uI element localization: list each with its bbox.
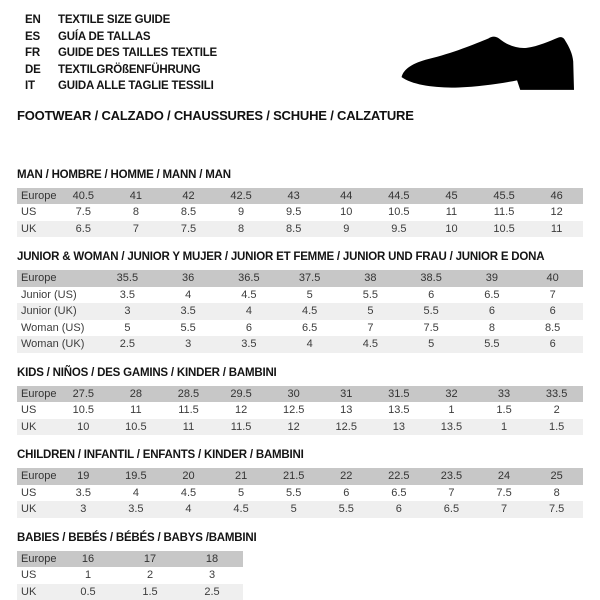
shoe-icon: [400, 36, 574, 93]
table-row: [17, 402, 583, 419]
size-cell: 8: [238, 222, 245, 235]
size-cell: 6.5: [301, 321, 318, 334]
size-cell: 3.5: [119, 288, 136, 301]
size-cell: 4: [245, 305, 252, 318]
size-cell: 5.5: [423, 305, 439, 318]
size-cell: 42.5: [230, 189, 252, 202]
size-cell: 6.5: [484, 288, 500, 301]
size-cell: 46: [550, 189, 563, 202]
size-cell: 21: [234, 470, 248, 483]
size-cell: 13.5: [440, 420, 463, 433]
row-label: US: [21, 206, 37, 219]
size-cell: 10.5: [388, 206, 410, 219]
size-cell: 7: [549, 288, 556, 301]
size-cell: 1: [448, 404, 455, 417]
size-cell: 28: [129, 387, 143, 400]
size-cell: 2: [146, 569, 154, 582]
table-row: [17, 419, 583, 436]
size-cell: 8: [488, 321, 495, 334]
row-label: Europe: [21, 272, 57, 285]
size-cell: 9.5: [391, 222, 407, 235]
size-table: [17, 468, 583, 518]
size-cell: 17: [143, 552, 157, 565]
size-cell: 45.5: [493, 189, 515, 202]
size-cell: 10.5: [72, 404, 94, 417]
size-cell: 23.5: [440, 470, 463, 483]
size-cell: 9: [238, 206, 245, 219]
language-label: GUIDE DES TAILLES TEXTILE: [58, 47, 217, 59]
size-section-kids: [17, 367, 583, 436]
size-cell: 44.5: [388, 189, 410, 202]
size-cell: 8.5: [286, 222, 302, 235]
table-row: [17, 303, 583, 320]
row-label: UK: [21, 222, 37, 235]
size-cell: 19.5: [125, 470, 147, 483]
size-cell: 3: [80, 503, 87, 516]
size-cell: 5: [306, 288, 313, 301]
size-tables: [17, 169, 583, 600]
size-cell: 44: [340, 189, 353, 202]
size-cell: 6: [549, 305, 556, 318]
size-cell: 2.5: [119, 338, 136, 351]
size-cell: 5.5: [338, 503, 354, 516]
size-cell: 12.5: [282, 404, 305, 417]
size-cell: 3: [185, 338, 192, 351]
row-label: US: [21, 569, 37, 582]
size-section-babies: [17, 532, 583, 600]
table-row: [17, 551, 243, 568]
language-code: FR: [25, 47, 40, 59]
category-title: FOOTWEAR / CALZADO / CHAUSSURES / SCHUHE / CALZATURE: [17, 107, 414, 123]
size-cell: 1.5: [496, 404, 512, 417]
size-cell: 2.5: [204, 585, 220, 598]
row-label: Junior (US): [21, 288, 77, 301]
size-cell: 4: [185, 288, 192, 301]
size-cell: 12: [287, 420, 300, 433]
size-cell: 32: [445, 387, 458, 400]
size-cell: 3.5: [180, 305, 196, 318]
size-cell: 13: [340, 404, 353, 417]
row-label: UK: [21, 585, 37, 598]
table-row: [17, 188, 583, 205]
table-row: [17, 221, 583, 238]
size-cell: 33: [497, 387, 511, 400]
language-code: ES: [25, 30, 40, 43]
row-label: Woman (US): [21, 321, 85, 334]
size-cell: 10.5: [493, 222, 515, 235]
size-cell: 4.5: [241, 288, 257, 301]
row-label: Europe: [21, 189, 57, 202]
size-cell: 1: [84, 569, 92, 582]
size-cell: 11: [550, 222, 563, 235]
size-cell: 27.5: [72, 387, 94, 400]
size-cell: 11.5: [493, 206, 515, 219]
size-cell: 11.5: [178, 404, 199, 417]
size-cell: 31.5: [388, 387, 410, 400]
size-cell: 40.5: [72, 189, 94, 202]
size-cell: 3.5: [75, 486, 91, 499]
size-cell: 28.5: [177, 387, 200, 400]
size-cell: 2: [553, 404, 560, 417]
size-cell: 7: [132, 222, 139, 235]
size-cell: 6.5: [391, 486, 407, 499]
size-cell: 6: [343, 486, 350, 499]
row-label: Europe: [21, 470, 57, 483]
size-cell: 10: [77, 420, 90, 433]
language-code: EN: [25, 14, 41, 26]
size-cell: 4: [185, 503, 192, 516]
section-title: JUNIOR & WOMAN / JUNIOR Y MUJER / JUNIOR ET FEMME / JUNIOR UND FRAU / JUNIOR E DONA: [17, 251, 545, 263]
size-cell: 37.5: [298, 272, 321, 285]
table-row: [17, 270, 583, 287]
table-row: [17, 204, 583, 221]
size-cell: 9.5: [286, 206, 302, 219]
size-cell: 3: [124, 305, 131, 318]
size-cell: 6: [428, 288, 435, 301]
size-cell: 7: [500, 503, 508, 516]
row-label: UK: [21, 503, 37, 516]
size-cell: 22: [340, 470, 353, 483]
size-cell: 20: [182, 470, 195, 483]
size-cell: 4.5: [301, 305, 318, 318]
size-cell: 24: [497, 470, 511, 483]
language-code: IT: [25, 80, 35, 92]
size-cell: 8: [132, 206, 139, 219]
size-cell: 5: [428, 338, 435, 351]
section-title: CHILDREN / INFANTIL / ENFANTS / KINDER / BAMBINI: [17, 449, 304, 461]
size-cell: 7.5: [496, 486, 512, 499]
size-cell: 11: [445, 206, 458, 219]
size-cell: 3: [208, 569, 216, 582]
size-cell: 4: [306, 338, 313, 351]
size-cell: 5: [238, 486, 245, 499]
size-cell: 5: [290, 503, 297, 516]
table-row: [17, 485, 583, 502]
size-section-children: [17, 449, 583, 518]
size-cell: 11: [130, 404, 142, 417]
size-cell: 36.5: [238, 272, 260, 285]
size-cell: 19: [77, 470, 90, 483]
size-cell: 36: [182, 272, 195, 285]
row-label: US: [21, 486, 37, 499]
size-cell: 7: [448, 486, 455, 499]
size-cell: 3.5: [241, 338, 257, 351]
size-cell: 6.5: [443, 503, 460, 516]
section-title: BABIES / BEBÉS / BÉBÉS / BABYS /BAMBINI: [17, 531, 257, 544]
size-cell: 5.5: [484, 338, 500, 351]
size-cell: 5: [367, 305, 374, 318]
size-cell: 10: [445, 222, 458, 235]
row-label: UK: [21, 420, 37, 433]
size-cell: 5.5: [362, 288, 379, 301]
language-label: TEXTILE SIZE GUIDE: [58, 14, 171, 26]
table-row: [17, 468, 583, 485]
size-cell: 18: [205, 552, 219, 565]
table-row: [17, 584, 243, 600]
table-row: [17, 501, 583, 518]
size-cell: 6: [488, 305, 495, 318]
table-row: [17, 386, 583, 403]
language-row: [25, 12, 583, 29]
size-cell: 38.5: [420, 272, 442, 285]
size-cell: 43: [287, 189, 300, 202]
size-cell: 40: [546, 272, 559, 285]
language-label: TEXTILGRÖßENFÜHRUNG: [58, 63, 201, 76]
section-title: MAN / HOMBRE / HOMME / MANN / MAN: [17, 168, 231, 181]
size-cell: 42: [182, 189, 195, 202]
size-cell: 10: [340, 206, 353, 219]
size-cell: 3.5: [128, 503, 144, 516]
size-cell: 4.5: [233, 503, 249, 516]
size-cell: 12: [234, 404, 248, 417]
size-cell: 11: [182, 420, 195, 433]
language-label: GUÍA DE TALLAS: [58, 30, 151, 43]
size-cell: 39: [485, 272, 498, 285]
size-section-junior-woman: [17, 251, 583, 353]
size-cell: 7.5: [423, 321, 439, 334]
size-cell: 22.5: [388, 470, 410, 483]
size-section-man: [17, 169, 583, 238]
size-cell: 31: [340, 387, 353, 400]
size-cell: 4: [132, 486, 139, 499]
size-cell: 4.5: [180, 486, 197, 499]
size-cell: 6.5: [75, 222, 91, 235]
table-row: [17, 287, 583, 304]
size-cell: 6: [395, 503, 402, 516]
table-row: [17, 336, 583, 353]
size-cell: 0.5: [80, 585, 96, 598]
size-cell: 38: [364, 272, 377, 285]
size-cell: 12: [550, 206, 563, 219]
size-cell: 35.5: [116, 272, 139, 285]
size-table: [17, 188, 583, 238]
language-label: GUIDA ALLE TAGLIE TESSILI: [58, 80, 214, 92]
row-label: US: [21, 404, 37, 417]
size-cell: 5.5: [286, 486, 302, 499]
size-cell: 16: [81, 552, 95, 565]
size-cell: 5.5: [180, 321, 196, 334]
row-label: Woman (UK): [21, 338, 85, 351]
size-cell: 7.5: [75, 206, 91, 219]
table-row: [17, 567, 243, 584]
size-cell: 30: [287, 387, 300, 400]
row-label: Europe: [21, 552, 57, 565]
size-table: [17, 551, 243, 600]
size-cell: 13: [392, 420, 405, 433]
size-cell: 10.5: [125, 420, 147, 433]
section-title: KIDS / NIÑOS / DES GAMINS / KINDER / BAMBINI: [17, 366, 277, 379]
size-cell: 9: [343, 222, 350, 235]
size-cell: 7.5: [180, 222, 197, 235]
table-row: [17, 320, 583, 337]
size-cell: 29.5: [230, 387, 252, 400]
size-cell: 7.5: [548, 503, 565, 516]
size-cell: 8.5: [544, 321, 561, 334]
size-cell: 11.5: [230, 420, 252, 433]
row-label: Europe: [21, 387, 57, 400]
size-cell: 1: [500, 420, 508, 433]
size-cell: 33.5: [545, 387, 568, 400]
size-table: [17, 270, 583, 353]
size-cell: 5: [124, 321, 131, 334]
size-cell: 8.5: [180, 206, 197, 219]
size-cell: 1.5: [142, 585, 158, 598]
row-label: Junior (UK): [21, 305, 77, 318]
size-cell: 21.5: [282, 470, 305, 483]
size-cell: 6: [549, 338, 556, 351]
size-cell: 4.5: [362, 338, 379, 351]
size-cell: 41: [129, 189, 143, 202]
size-cell: 12.5: [335, 420, 357, 433]
size-cell: 13.5: [388, 404, 410, 417]
header: [17, 12, 583, 123]
size-cell: 1.5: [548, 420, 565, 433]
size-cell: 25: [550, 470, 563, 483]
size-cell: 7: [367, 321, 374, 334]
language-code: DE: [25, 63, 41, 76]
size-cell: 8: [553, 486, 560, 499]
size-table: [17, 386, 583, 436]
size-cell: 6: [245, 321, 252, 334]
size-cell: 45: [445, 189, 458, 202]
